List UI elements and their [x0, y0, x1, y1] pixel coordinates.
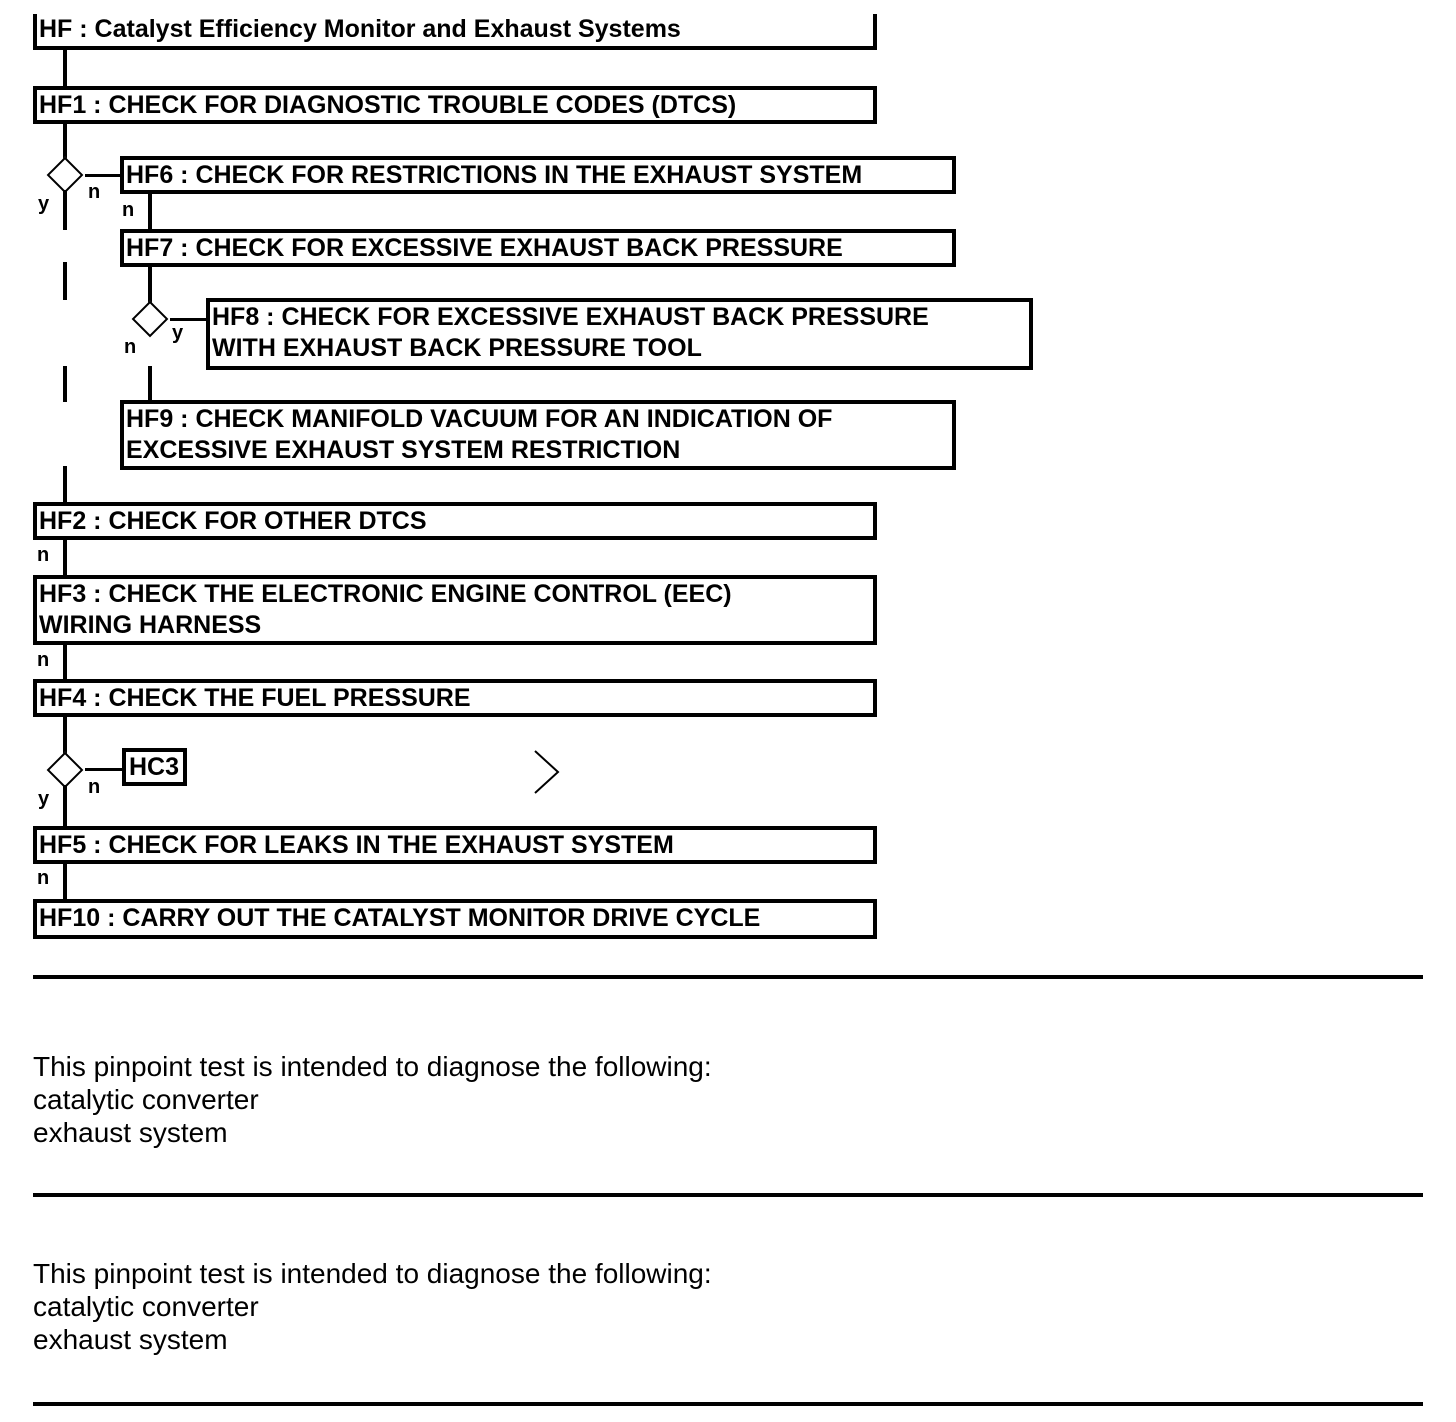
divider [33, 975, 1423, 979]
step-hf1[interactable]: HF1 : CHECK FOR DIAGNOSTIC TROUBLE CODES (DTCS) [33, 86, 877, 124]
connector-diamond2-hf8 [170, 318, 210, 321]
connector-hf6-hf7 [148, 194, 152, 230]
step-hf7[interactable]: HF7 : CHECK FOR EXCESSIVE EXHAUST BACK PRESSURE [120, 229, 956, 267]
step-hf9[interactable]: HF9 : CHECK MANIFOLD VACUUM FOR AN INDICATION OF EXCESSIVE EXHAUST SYSTEM RESTRICTION [120, 400, 956, 470]
connector-hf7-diamond2 [148, 267, 152, 305]
connector-hf2-hf3 [63, 540, 67, 576]
connector-diamond1-yes [63, 190, 67, 230]
chevron-right-icon[interactable] [532, 749, 562, 795]
step-hf8[interactable]: HF8 : CHECK FOR EXCESSIVE EXHAUST BACK PRESSURE WITH EXHAUST BACK PRESSURE TOOL [206, 298, 1033, 370]
branch-label-no: n [37, 649, 50, 671]
connector-diamond1-hf6 [85, 174, 123, 177]
connector-diamond3-hf5 [63, 785, 67, 828]
step-hf6[interactable]: HF6 : CHECK FOR RESTRICTIONS IN THE EXHAUST SYSTEM [120, 156, 956, 194]
branch-label-yes: y [172, 322, 184, 344]
connector-hf3-hf4 [63, 645, 67, 681]
divider [33, 1193, 1423, 1197]
flowchart-title: HF : Catalyst Efficiency Monitor and Exhaust Systems [33, 14, 877, 50]
branch-label-no: n [124, 336, 137, 358]
branch-label-no: n [37, 544, 50, 566]
note-intro: This pinpoint test is intended to diagnose the following: [33, 1051, 712, 1082]
branch-label-no: n [88, 181, 101, 203]
decision-diamond-2 [132, 301, 169, 338]
divider [33, 1402, 1423, 1406]
branch-label-no: n [122, 199, 135, 221]
connector-hf5-hf10 [63, 864, 67, 900]
decision-diamond-1 [47, 157, 84, 194]
branch-label-no: n [37, 867, 50, 889]
connector-diamond2-hf9 [148, 366, 152, 402]
connector-dashed-2 [63, 366, 67, 402]
note-intro: This pinpoint test is intended to diagnose the following: [33, 1258, 712, 1289]
connector-dashed-3 [63, 466, 67, 502]
note-block-2 [33, 1257, 712, 1356]
step-hf4[interactable]: HF4 : CHECK THE FUEL PRESSURE [33, 679, 877, 717]
branch-label-yes: y [38, 193, 50, 215]
step-hc3[interactable]: HC3 [122, 748, 187, 786]
branch-label-no: n [88, 776, 101, 798]
connector-diamond3-hc3 [85, 768, 125, 771]
note-item: exhaust system [33, 1117, 228, 1148]
note-item: exhaust system [33, 1324, 228, 1355]
decision-diamond-3 [47, 752, 84, 789]
note-item: catalytic converter [33, 1291, 259, 1322]
step-hf5[interactable]: HF5 : CHECK FOR LEAKS IN THE EXHAUST SYSTEM [33, 826, 877, 864]
branch-label-yes: y [38, 788, 50, 810]
note-item: catalytic converter [33, 1084, 259, 1115]
step-hf3[interactable]: HF3 : CHECK THE ELECTRONIC ENGINE CONTROL (EEC) WIRING HARNESS [33, 575, 877, 645]
step-hf10[interactable]: HF10 : CARRY OUT THE CATALYST MONITOR DRIVE CYCLE [33, 899, 877, 939]
connector-dashed-1 [63, 262, 67, 300]
step-hf2[interactable]: HF2 : CHECK FOR OTHER DTCS [33, 502, 877, 540]
connector-title-hf1 [63, 50, 67, 86]
note-block-1 [33, 1050, 712, 1149]
